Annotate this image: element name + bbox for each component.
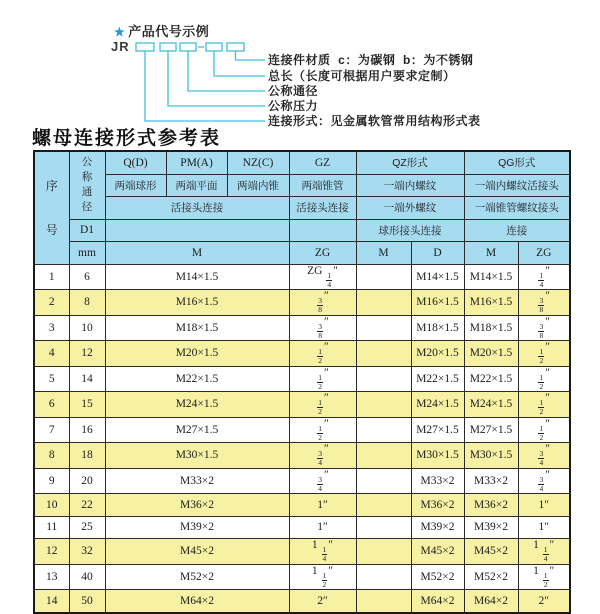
qz-d-cell: M20×1.5 [411, 341, 464, 367]
header-col-gz: GZ [289, 151, 356, 174]
qz-d-cell: M30×1.5 [411, 443, 464, 469]
m-cell: M64×2 [105, 590, 289, 613]
qg-m-cell: M22×1.5 [464, 366, 518, 392]
qz-d-cell: M18×1.5 [411, 315, 464, 341]
leader-line [214, 51, 265, 76]
gz-cell: $\frac{1}{2}$ ″ [289, 366, 356, 392]
gz-cell: 1 $\frac{1}{2}$ ″ [289, 564, 356, 590]
code-box [136, 43, 154, 51]
header-qg-desc2: 一端锥管螺纹接头 [464, 197, 570, 220]
qz-m-cell [356, 315, 411, 341]
header-qg-unit-m: M [464, 242, 518, 265]
qg-m-cell: M36×2 [464, 494, 518, 517]
code-box [180, 43, 196, 51]
dn-cell: 32 [69, 539, 105, 565]
header-qz-unit-d: D [411, 242, 464, 265]
header-col-qg: QG形式 [464, 151, 570, 174]
table-body [34, 264, 570, 613]
gz-cell: ZG $\frac{1}{4}$ ″ [289, 264, 356, 290]
dn-cell: 50 [69, 590, 105, 613]
header-qg-conn: 连接 [464, 219, 570, 242]
table-row [34, 516, 570, 539]
qz-d-cell: M24×1.5 [411, 392, 464, 418]
header-qg-unit-zg: ZG [518, 242, 570, 265]
leader-line [236, 51, 266, 60]
seq-cell: 1 [34, 264, 69, 290]
qz-m-cell [356, 564, 411, 590]
m-cell: M14×1.5 [105, 264, 289, 290]
qg-m-cell: M52×2 [464, 564, 518, 590]
qz-m-cell [356, 290, 411, 316]
header-col-qz: QZ形式 [356, 151, 464, 174]
seq-cell: 3 [34, 315, 69, 341]
code-box [206, 43, 222, 51]
table-row [34, 392, 570, 418]
seq-cell: 9 [34, 468, 69, 494]
header-blank-gz [289, 219, 356, 242]
gz-cell: $\frac{1}{2}$ ″ [289, 392, 356, 418]
qz-m-cell [356, 341, 411, 367]
header-row-4 [34, 219, 570, 242]
gz-cell: $\frac{3}{4}$ ″ [289, 468, 356, 494]
nominal-diameter-label: 公称通径 [81, 156, 93, 214]
gz-cell: 1 $\frac{1}{4}$ ″ [289, 539, 356, 565]
qz-m-cell [356, 516, 411, 539]
code-leader-label: 连接件材质 c：为碳钢 b：为不锈钢 [268, 53, 474, 67]
qg-m-cell: M24×1.5 [464, 392, 518, 418]
header-col-pm: PM(A) [166, 151, 227, 174]
gz-cell: 1″ [289, 494, 356, 517]
table-header [34, 151, 570, 264]
code-leader-label: 公称通径 [268, 84, 319, 98]
qz-d-cell: M64×2 [411, 590, 464, 613]
star-icon: ★ [114, 25, 126, 39]
gz-cell: 2″ [289, 590, 356, 613]
m-cell: M45×2 [105, 539, 289, 565]
qg-zg-cell: 1″ [518, 494, 570, 517]
m-cell: M30×1.5 [105, 443, 289, 469]
seq-label: 序号 [45, 178, 58, 237]
code-leader-label: 总长（长度可根据用户要求定制） [268, 69, 456, 83]
header-qz-desc1: 一端内螺纹 [356, 174, 464, 197]
m-cell: M24×1.5 [105, 392, 289, 418]
qz-d-cell: M16×1.5 [411, 290, 464, 316]
qz-m-cell [356, 443, 411, 469]
qz-d-cell: M14×1.5 [411, 264, 464, 290]
dn-cell: 6 [69, 264, 105, 290]
header-blank-qpn [105, 219, 289, 242]
header-pm-desc: 两端平面 [166, 174, 227, 197]
seq-cell: 2 [34, 290, 69, 316]
table-row [34, 290, 570, 316]
header-col-q: Q(D) [105, 151, 166, 174]
code-leader-label: 公称压力 [268, 99, 319, 113]
header-qg-desc1: 一端内螺纹活接头 [464, 174, 570, 197]
qg-m-cell: M27×1.5 [464, 417, 518, 443]
qz-d-cell: M52×2 [411, 564, 464, 590]
seq-cell: 8 [34, 443, 69, 469]
qg-zg-cell: $\frac{3}{4}$ ″ [518, 468, 570, 494]
qz-m-cell [356, 417, 411, 443]
qz-m-cell [356, 539, 411, 565]
seq-cell: 7 [34, 417, 69, 443]
dn-cell: 22 [69, 494, 105, 517]
m-cell: M52×2 [105, 564, 289, 590]
table-row [34, 366, 570, 392]
header-gz-conn: 活接头连接 [289, 197, 356, 220]
qg-m-cell: M39×2 [464, 516, 518, 539]
header-unit-mm: mm [69, 242, 105, 265]
header-unit-zg: ZG [289, 242, 356, 265]
header-qz-conn: 球形接头连接 [356, 219, 464, 242]
qg-m-cell: M64×2 [464, 590, 518, 613]
table-title: 螺母连接形式参考表 [32, 127, 222, 149]
qg-m-cell: M14×1.5 [464, 264, 518, 290]
code-prefix: JR [111, 39, 130, 54]
header-nominal-diameter [69, 151, 105, 219]
table-row [34, 264, 570, 290]
qg-zg-cell: $\frac{3}{4}$ ″ [518, 443, 570, 469]
seq-cell: 5 [34, 366, 69, 392]
qz-m-cell [356, 494, 411, 517]
dn-cell: 40 [69, 564, 105, 590]
seq-cell: 11 [34, 516, 69, 539]
nut-connection-reference-table [33, 150, 571, 614]
m-cell: M20×1.5 [105, 341, 289, 367]
header-row-1 [34, 151, 570, 174]
table-row [34, 539, 570, 565]
seq-cell: 10 [34, 494, 69, 517]
header-row-3 [34, 197, 570, 220]
qz-m-cell [356, 392, 411, 418]
gz-cell: $\frac{3}{8}$ ″ [289, 290, 356, 316]
header-col-nz: NZ(C) [227, 151, 289, 174]
header-row-2 [34, 174, 570, 197]
m-cell: M33×2 [105, 468, 289, 494]
table-row [34, 341, 570, 367]
dn-cell: 16 [69, 417, 105, 443]
header-qz-desc2: 一端外螺纹 [356, 197, 464, 220]
qg-zg-cell: $\frac{1}{2}$ ″ [518, 417, 570, 443]
seq-cell: 13 [34, 564, 69, 590]
seq-cell: 6 [34, 392, 69, 418]
dn-cell: 18 [69, 443, 105, 469]
seq-cell: 14 [34, 590, 69, 613]
qz-m-cell [356, 468, 411, 494]
qg-m-cell: M16×1.5 [464, 290, 518, 316]
m-cell: M16×1.5 [105, 290, 289, 316]
qg-zg-cell: $\frac{3}{8}$ ″ [518, 290, 570, 316]
header-gz-desc: 两端锥管 [289, 174, 356, 197]
qg-zg-cell: 1 $\frac{1}{4}$ ″ [518, 539, 570, 565]
header-q-desc: 两端球形 [105, 174, 166, 197]
dn-cell: 10 [69, 315, 105, 341]
leader-line [188, 51, 265, 91]
m-cell: M18×1.5 [105, 315, 289, 341]
header-qpn-conn: 活接头连接 [105, 197, 289, 220]
table-row [34, 494, 570, 517]
table-row [34, 590, 570, 613]
table-row [34, 315, 570, 341]
qz-d-cell: M45×2 [411, 539, 464, 565]
qz-d-cell: M27×1.5 [411, 417, 464, 443]
m-cell: M27×1.5 [105, 417, 289, 443]
qz-m-cell [356, 264, 411, 290]
table-row [34, 417, 570, 443]
code-box [160, 43, 176, 51]
qg-zg-cell: $\frac{1}{4}$ ″ [518, 264, 570, 290]
m-cell: M22×1.5 [105, 366, 289, 392]
table-row [34, 468, 570, 494]
header-row-5 [34, 242, 570, 265]
gz-cell: $\frac{1}{2}$ ″ [289, 417, 356, 443]
header-qz-unit-m: M [356, 242, 411, 265]
gz-cell: 1″ [289, 516, 356, 539]
qz-m-cell [356, 366, 411, 392]
qg-m-cell: M33×2 [464, 468, 518, 494]
qz-d-cell: M39×2 [411, 516, 464, 539]
gz-cell: $\frac{1}{2}$ ″ [289, 341, 356, 367]
qz-m-cell [356, 590, 411, 613]
qg-zg-cell: $\frac{3}{8}$ ″ [518, 315, 570, 341]
gz-cell: $\frac{3}{8}$ ″ [289, 315, 356, 341]
table-row [34, 443, 570, 469]
header-d1: D1 [69, 219, 105, 242]
dn-cell: 15 [69, 392, 105, 418]
gz-cell: $\frac{3}{4}$ ″ [289, 443, 356, 469]
qg-zg-cell: 1 $\frac{1}{2}$ ″ [518, 564, 570, 590]
header-nz-desc: 两端内锥 [227, 174, 289, 197]
dn-cell: 8 [69, 290, 105, 316]
qg-zg-cell: $\frac{1}{2}$ ″ [518, 366, 570, 392]
product-code-example-text: 产品代号示例 [128, 24, 210, 39]
leader-line [145, 51, 265, 121]
header-seq [34, 151, 69, 264]
qg-zg-cell: 2″ [518, 590, 570, 613]
m-cell: M36×2 [105, 494, 289, 517]
qg-m-cell: M20×1.5 [464, 341, 518, 367]
seq-cell: 4 [34, 341, 69, 367]
qz-d-cell: M36×2 [411, 494, 464, 517]
qg-m-cell: M30×1.5 [464, 443, 518, 469]
qg-m-cell: M18×1.5 [464, 315, 518, 341]
qg-zg-cell: $\frac{1}{2}$ ″ [518, 392, 570, 418]
code-leader-label: 连接形式：见金属软管常用结构形式表 [268, 114, 481, 128]
code-box [227, 43, 244, 51]
qg-m-cell: M45×2 [464, 539, 518, 565]
seq-cell: 12 [34, 539, 69, 565]
qg-zg-cell: 1″ [518, 516, 570, 539]
dn-cell: 20 [69, 468, 105, 494]
dn-cell: 14 [69, 366, 105, 392]
table-row [34, 564, 570, 590]
dn-cell: 12 [69, 341, 105, 367]
qz-d-cell: M22×1.5 [411, 366, 464, 392]
qg-zg-cell: $\frac{1}{2}$ ″ [518, 341, 570, 367]
m-cell: M39×2 [105, 516, 289, 539]
leader-line [168, 51, 265, 106]
header-unit-m: M [105, 242, 289, 265]
dn-cell: 25 [69, 516, 105, 539]
qz-d-cell: M33×2 [411, 468, 464, 494]
